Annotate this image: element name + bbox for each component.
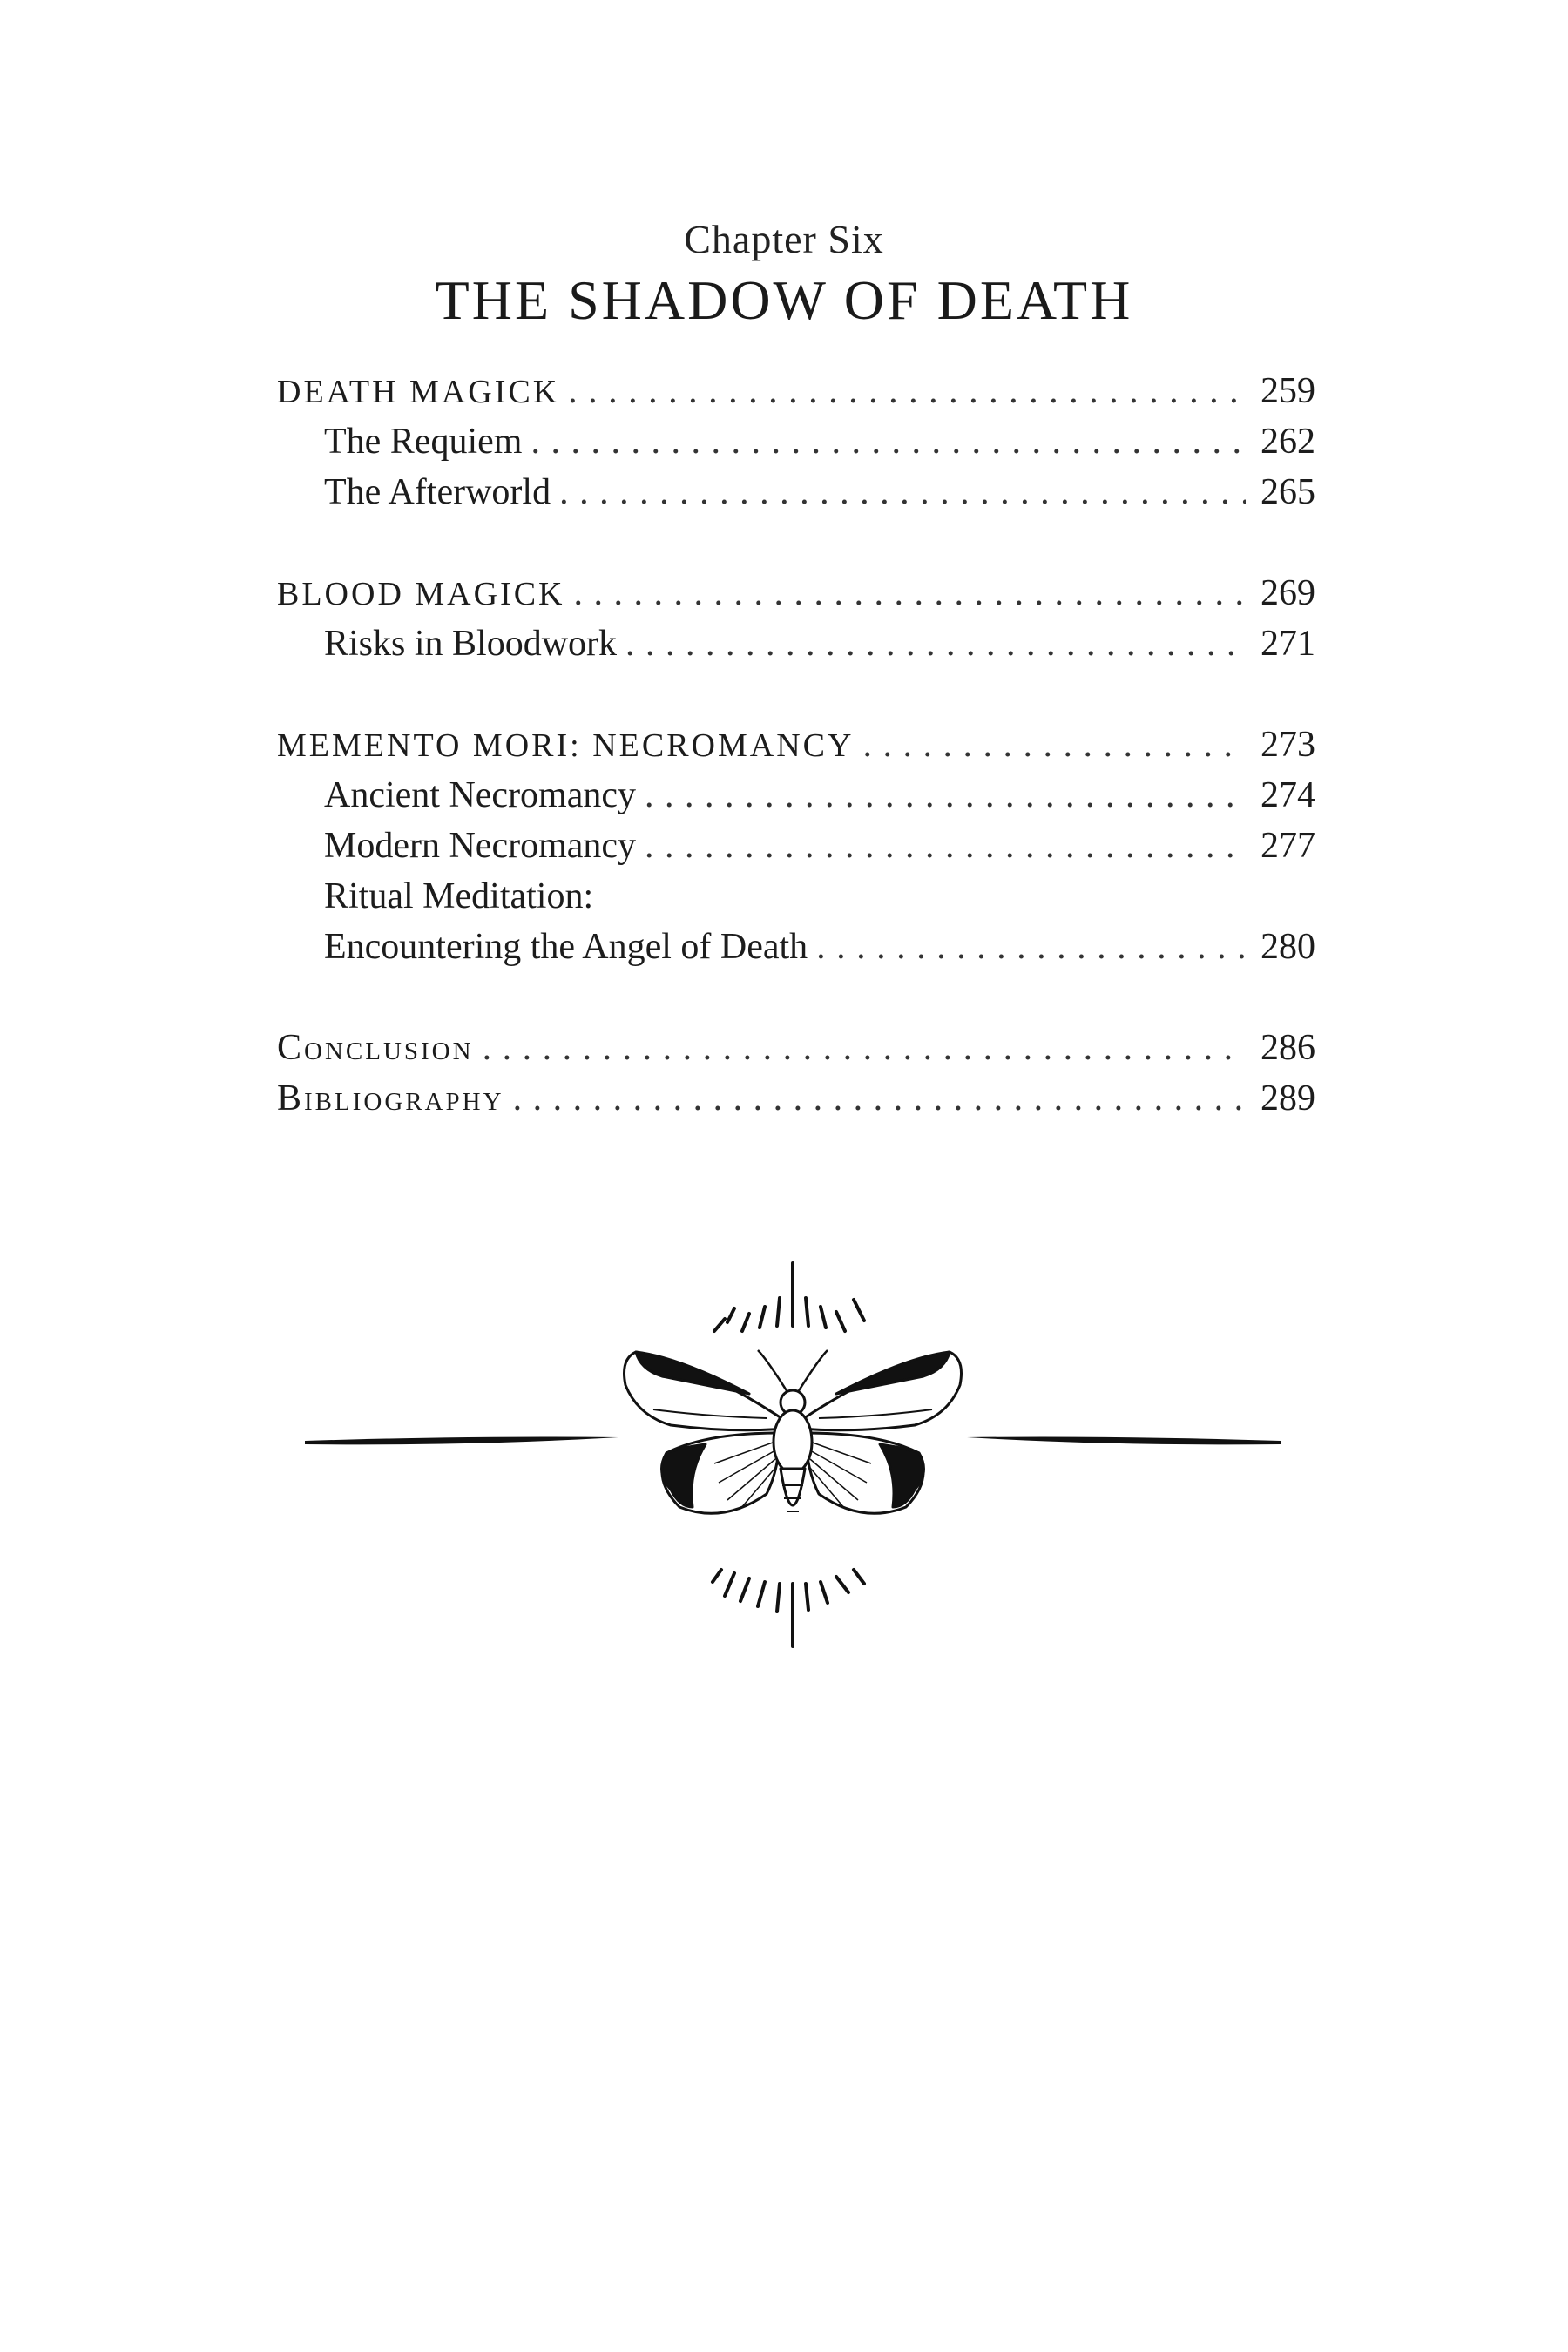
toc-page-number: 277	[1260, 826, 1315, 866]
toc-entry-label: The Afterworld	[324, 472, 551, 512]
toc-entry-label: Encountering the Angel of Death	[324, 927, 808, 967]
dot-leader	[625, 618, 1246, 669]
toc-entry-angel-of-death	[277, 922, 1315, 972]
toc-page-number: 289	[1260, 1078, 1315, 1119]
chapter-label: Chapter Six	[684, 217, 884, 261]
dot-leader	[862, 720, 1246, 770]
toc-page-number: 280	[1260, 927, 1315, 967]
toc-entry-risks-in-bloodwork	[277, 618, 1315, 669]
toc-page-number: 265	[1260, 472, 1315, 512]
toc-heading-death-magick	[277, 366, 1315, 416]
dot-leader	[645, 821, 1246, 871]
toc-entry-label: Ancient Necromancy	[324, 775, 637, 815]
section-spacer	[277, 972, 1315, 1023]
toc-heading-label: MEMENTO MORI: NECROMANCY	[277, 727, 855, 764]
dot-leader	[645, 770, 1246, 821]
section-spacer	[277, 517, 1315, 568]
section-spacer	[277, 669, 1315, 720]
toc-entry-label: Bibliography	[277, 1078, 504, 1119]
toc-heading-blood-magick	[277, 568, 1315, 618]
toc-entry-requiem	[277, 416, 1315, 467]
toc-page-number: 286	[1260, 1028, 1315, 1068]
toc-heading-label: DEATH MAGICK	[277, 374, 560, 410]
toc-page-number: 259	[1260, 371, 1315, 411]
dot-leader	[559, 467, 1246, 517]
dot-leader	[574, 568, 1247, 618]
toc-entry-label: Modern Necromancy	[324, 826, 637, 866]
toc-entry-bibliography	[277, 1073, 1315, 1124]
dot-leader	[483, 1023, 1246, 1073]
dot-leader	[568, 366, 1246, 416]
dot-leader	[816, 922, 1246, 972]
toc-entry-label: Risks in Bloodwork	[324, 624, 618, 664]
toc-entry-ancient-necromancy	[277, 770, 1315, 821]
moth-ornament	[296, 1254, 1289, 1655]
toc-heading-label: BLOOD MAGICK	[277, 576, 565, 612]
moth-icon	[625, 1350, 962, 1513]
toc-entry-label: Ritual Meditation:	[324, 876, 594, 916]
top-rays	[714, 1263, 864, 1331]
toc-page-number: 269	[1260, 573, 1315, 613]
toc-entry-conclusion	[277, 1023, 1315, 1073]
toc-page-number: 271	[1260, 624, 1315, 664]
toc-page-number: 274	[1260, 775, 1315, 815]
dot-leader	[531, 416, 1246, 467]
toc-heading-memento-mori	[277, 720, 1315, 770]
toc-entry-label: Conclusion	[277, 1028, 474, 1068]
bottom-rays	[713, 1570, 864, 1646]
toc-entry-ritual-meditation	[277, 871, 1315, 922]
toc-entry-label: The Requiem	[324, 422, 523, 462]
chapter-title: THE SHADOW OF DEATH	[435, 269, 1133, 331]
toc-page-number: 273	[1260, 725, 1315, 765]
left-rule	[305, 1437, 618, 1445]
toc-entry-afterworld	[277, 467, 1315, 517]
table-of-contents	[277, 366, 1315, 1124]
toc-entry-modern-necromancy	[277, 821, 1315, 871]
toc-page-number: 262	[1260, 422, 1315, 462]
right-rule	[967, 1437, 1281, 1445]
dot-leader	[513, 1073, 1246, 1124]
